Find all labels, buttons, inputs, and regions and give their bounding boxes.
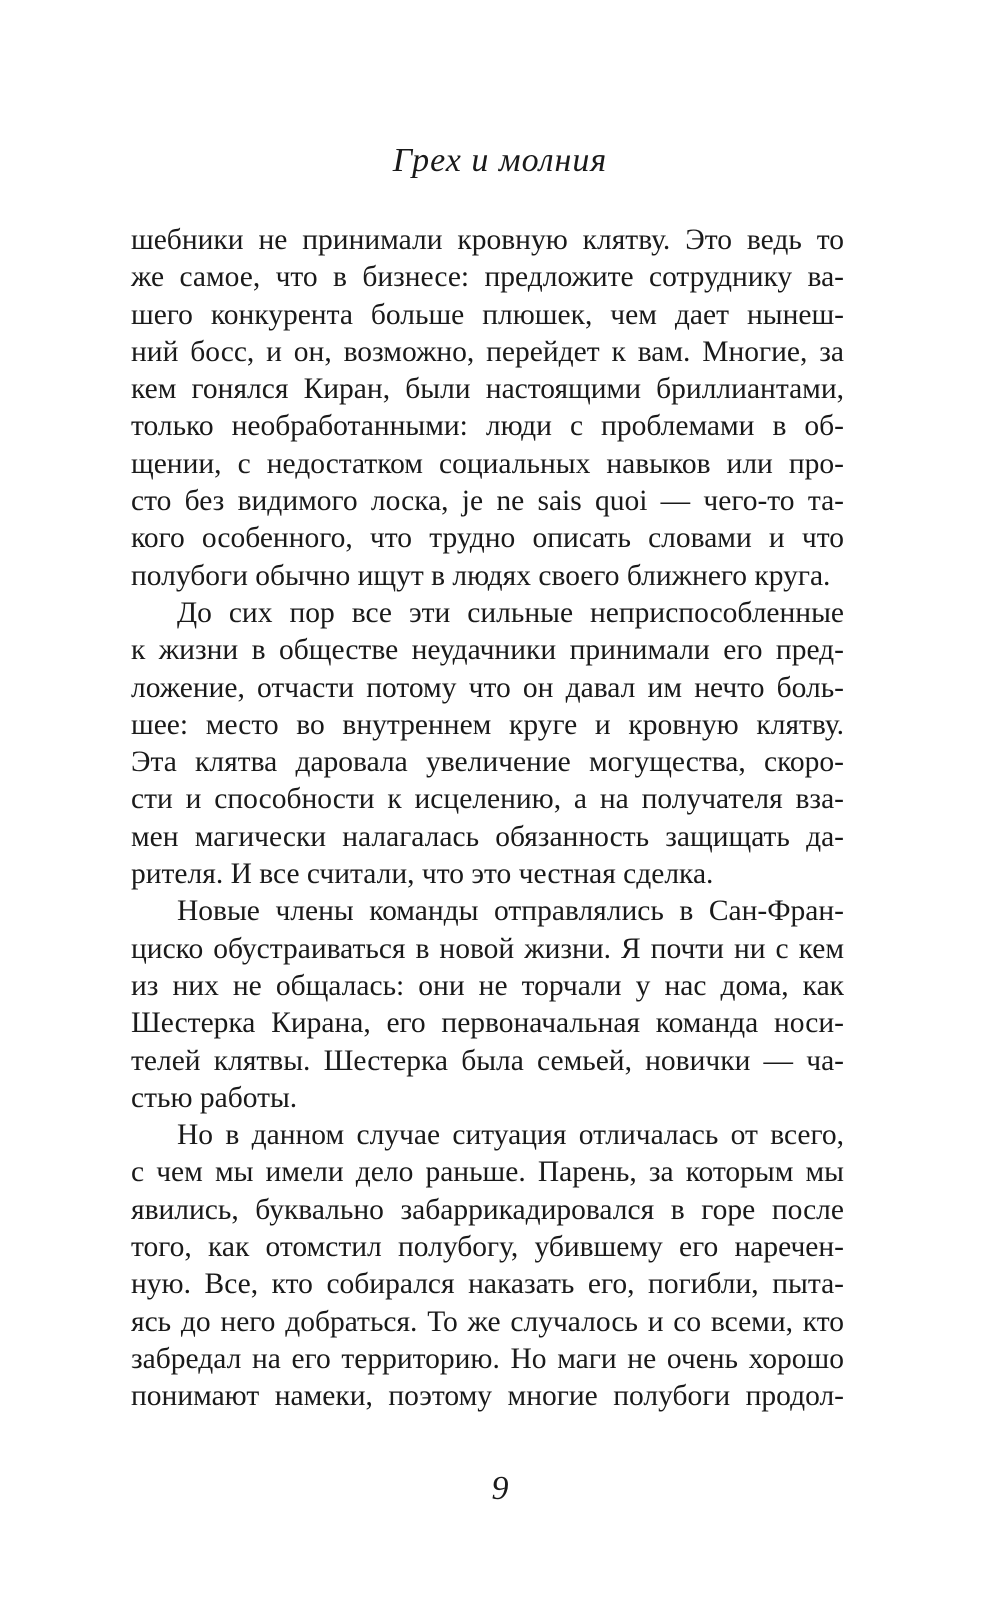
text-line: мен магически налагалась обязанность защищать да- [131, 820, 844, 853]
text-line: же самое, что в бизнесе: предложите сотруднику ва- [131, 261, 844, 294]
text-line: ний босс, и он, возможно, перейдет к вам. Многие, за [131, 335, 844, 368]
text-line: забредал на его территорию. Но маги не очень хорошо [131, 1342, 844, 1375]
text-line: ную. Все, кто собирался наказать его, погибли, пыта- [131, 1268, 844, 1301]
text-line: понимают намеки, поэтому многие полубоги продол- [131, 1380, 844, 1413]
text-line: кем гонялся Киран, были настоящими бриллиантами, [131, 373, 844, 406]
text-line: только необработанными: люди с проблемами в об- [131, 410, 844, 443]
text-line: из них не общалась: они не торчали у нас дома, как [131, 969, 844, 1002]
text-line: ясь до него добраться. То же случалось и со всеми, кто [131, 1305, 844, 1338]
text-line: циско обустраиваться в новой жизни. Я почти ни с кем [131, 932, 844, 965]
text-line: стью работы. [131, 1081, 298, 1114]
text-line: шебники не принимали кровную клятву. Это ведь то [131, 224, 844, 256]
text-line: кого особенного, что трудно описать словами и что [131, 522, 844, 555]
text-line: явились, буквально забаррикадировался в горе после [131, 1193, 844, 1226]
paragraph [131, 595, 844, 893]
body-text [131, 222, 844, 1416]
text-line: к жизни в обществе неудачники принимали его пред- [131, 634, 844, 667]
text-line: Шестерка Кирана, его первоначальная команда носи- [131, 1007, 844, 1040]
paragraph [131, 893, 844, 1117]
text-line: сто без видимого лоска, je ne sais quoi — чего-то та- [131, 485, 844, 518]
text-line: с чем мы имели дело раньше. Парень, за которым мы [131, 1156, 844, 1189]
running-head: Грех и молния [392, 142, 608, 179]
text-line: Эта клятва даровала увеличение могущества, скоро- [131, 746, 844, 779]
text-line: шее: место во внутреннем круге и кровную клятву. [131, 708, 844, 741]
text-line: рителя. И все считали, что это честная сделка. [131, 858, 714, 891]
text-line: того, как отомстил полубогу, убившему его наречен- [131, 1231, 844, 1264]
text-line: До сих пор все эти сильные неприспособленные [177, 596, 844, 629]
paragraph [131, 1117, 844, 1415]
text-line: шего конкурента больше плюшек, чем дает нынеш- [131, 298, 844, 331]
text-line: Новые члены команды отправлялись в Сан-Фран- [177, 895, 844, 928]
text-line: Но в данном случае ситуация отличалась от всего, [177, 1119, 844, 1152]
text-line: щении, с недостатком социальных навыков или про- [131, 447, 844, 480]
text-line: полубоги обычно ищут в людях своего ближнего круга. [131, 559, 831, 592]
text-line: ложение, отчасти потому что он давал им нечто боль- [131, 671, 844, 704]
page-number: 9 [491, 1470, 509, 1507]
paragraph [131, 222, 844, 595]
text-line: телей клятвы. Шестерка была семьей, новички — ча- [131, 1044, 844, 1077]
text-line: сти и способности к исцелению, а на получателя вза- [131, 783, 844, 816]
